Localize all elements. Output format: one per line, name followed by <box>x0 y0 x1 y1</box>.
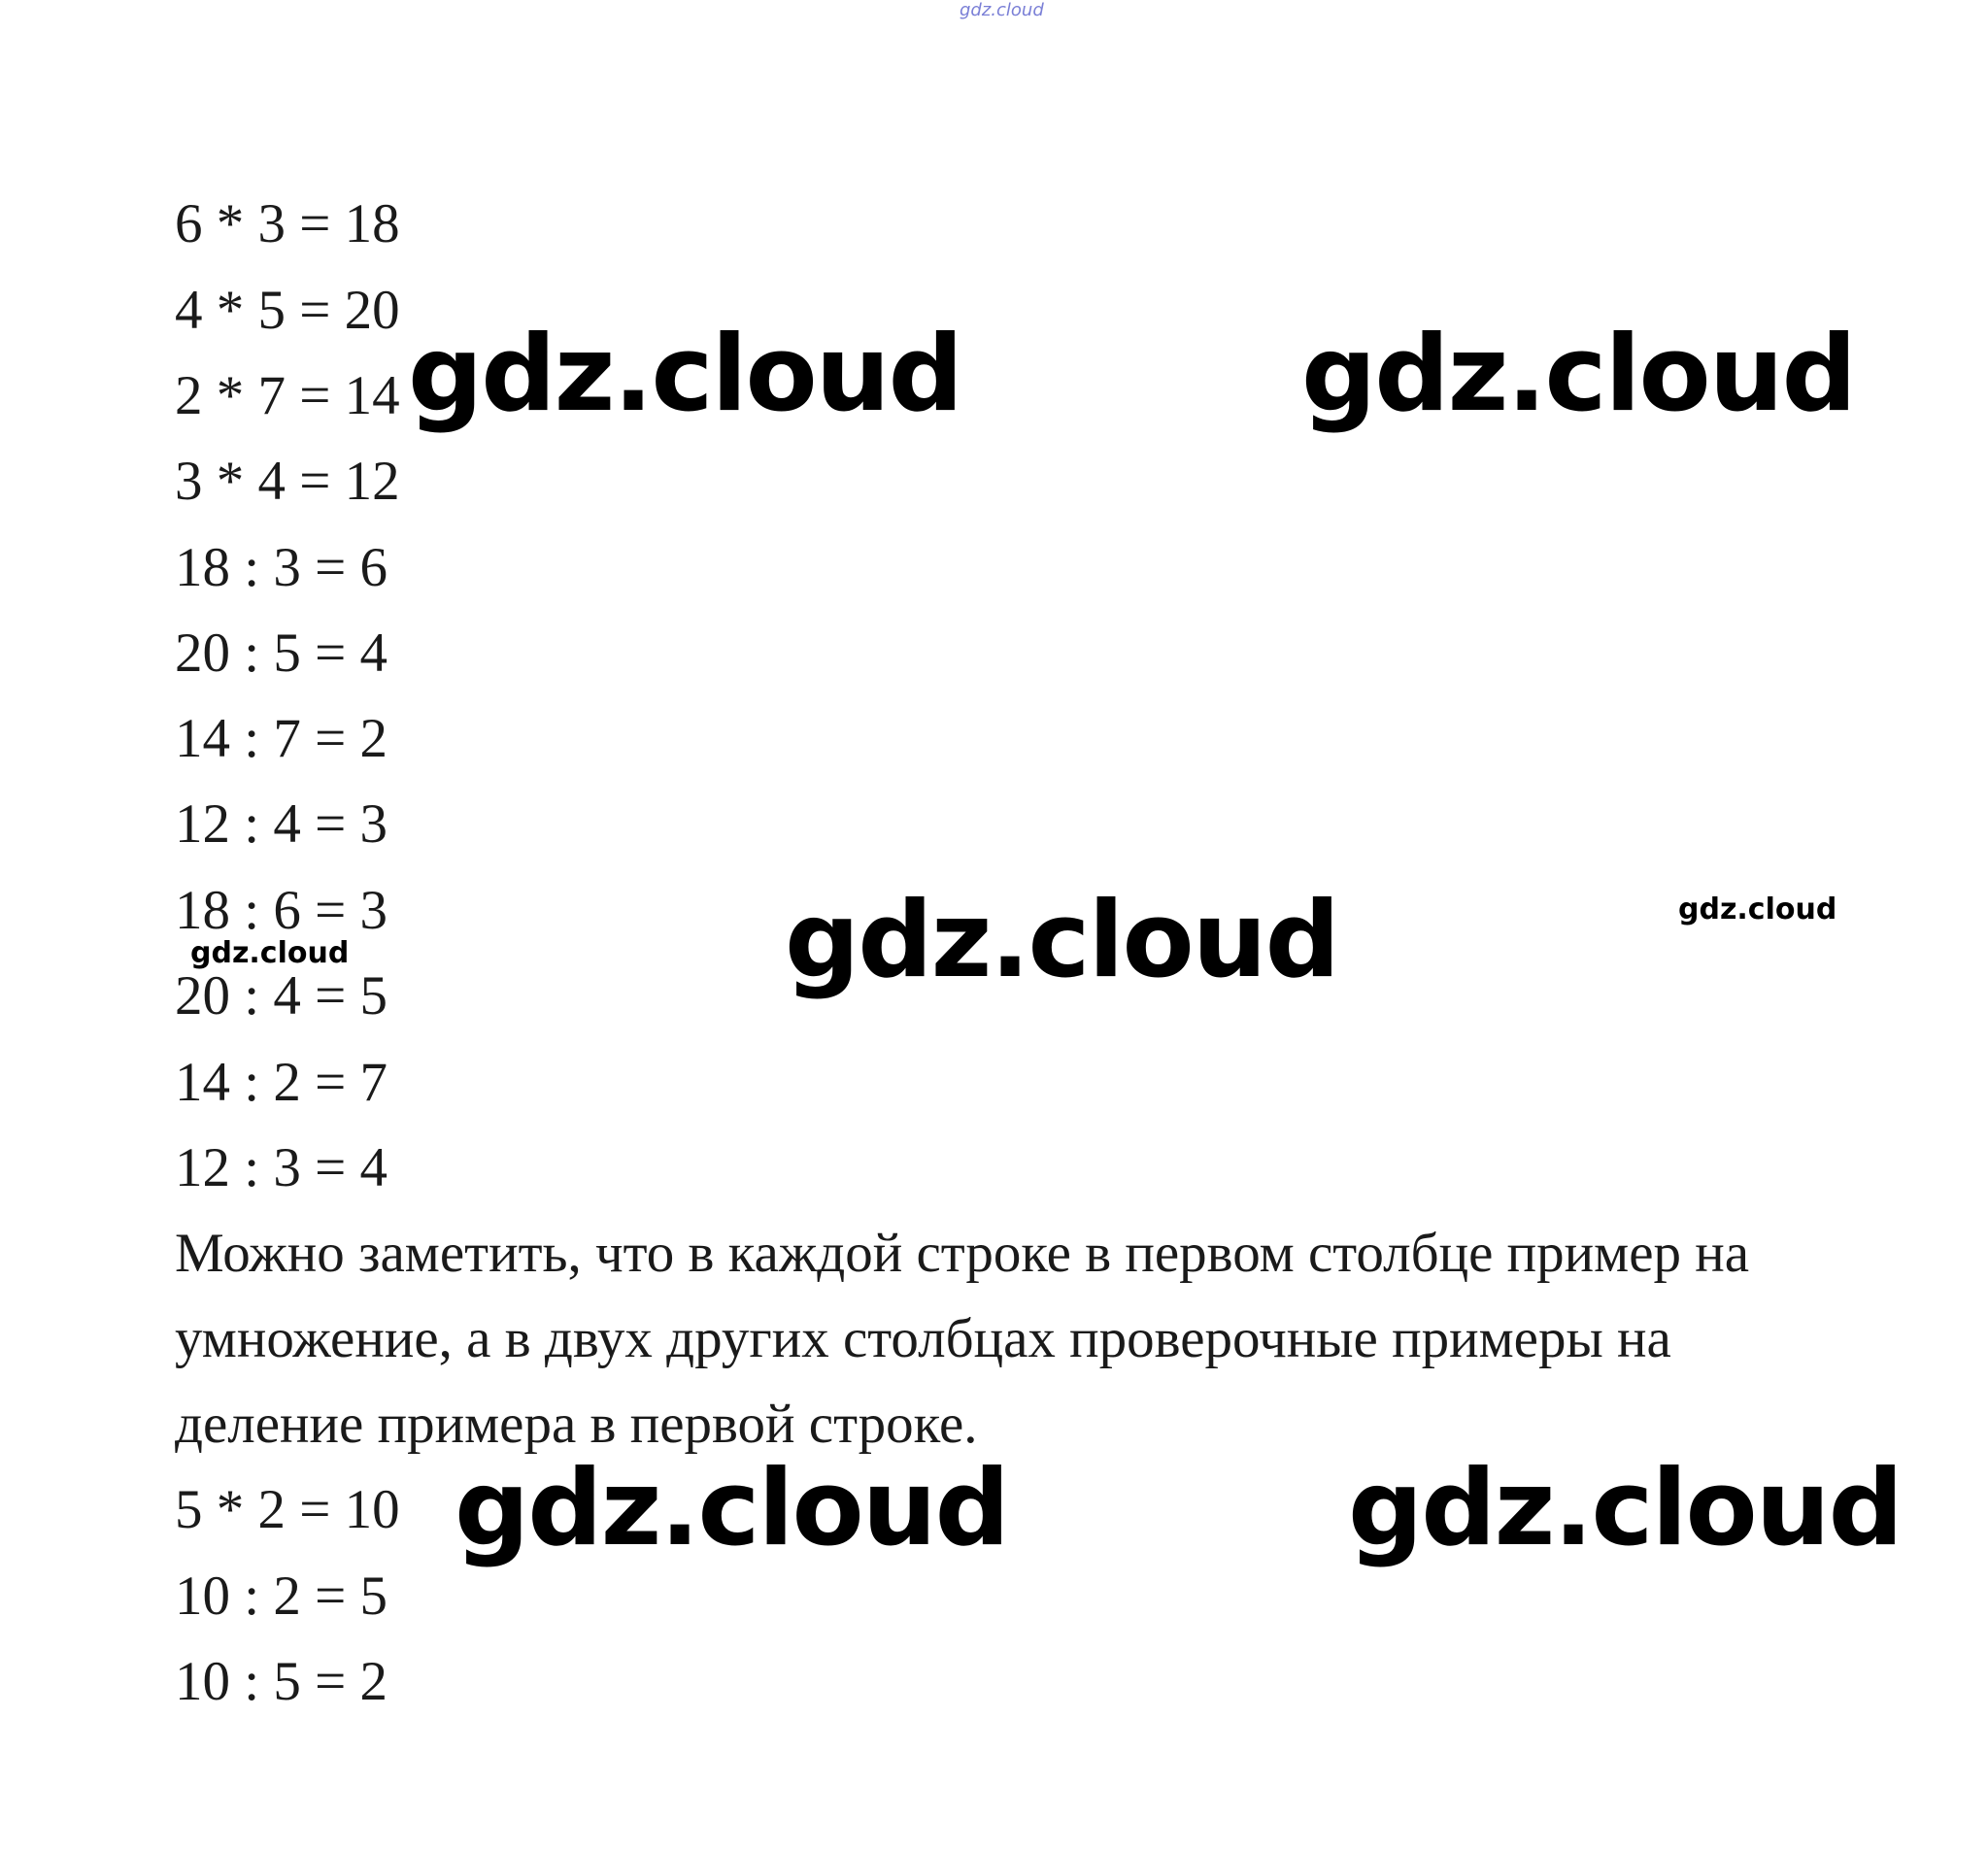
watermark-small: gdz.cloud <box>190 936 350 970</box>
equation-line: 4 * 5 = 20 <box>175 280 400 341</box>
equation-line: 5 * 2 = 10 <box>175 1479 400 1540</box>
watermark-large: gdz.cloud <box>785 880 1338 1001</box>
equation-line: 18 : 3 = 6 <box>175 537 387 598</box>
header-watermark: gdz.cloud <box>960 0 1044 20</box>
equation-line: 20 : 5 = 4 <box>175 623 387 684</box>
watermark-small: gdz.cloud <box>1678 892 1837 926</box>
equation-line: 20 : 4 = 5 <box>175 965 387 1027</box>
explanation-line: деление примера в первой строке. <box>175 1394 978 1455</box>
equation-line: 6 * 3 = 18 <box>175 193 400 254</box>
watermark-large: gdz.cloud <box>455 1448 1008 1569</box>
watermark-large: gdz.cloud <box>408 314 961 435</box>
equation-line: 10 : 5 = 2 <box>175 1651 387 1712</box>
explanation-line: умножение, а в двух других столбцах проверочные примеры на <box>175 1308 1671 1369</box>
equation-line: 18 : 6 = 3 <box>175 880 387 941</box>
equation-line: 14 : 2 = 7 <box>175 1052 387 1113</box>
explanation-line: Можно заметить, что в каждой строке в первом столбце пример на <box>175 1223 1750 1284</box>
equation-line: 12 : 4 = 3 <box>175 793 387 855</box>
watermark-large: gdz.cloud <box>1301 314 1855 435</box>
equation-line: 3 * 4 = 12 <box>175 451 400 512</box>
equation-line: 2 * 7 = 14 <box>175 365 400 426</box>
equation-line: 12 : 3 = 4 <box>175 1137 387 1198</box>
watermark-large: gdz.cloud <box>1348 1448 1902 1569</box>
equation-line: 10 : 2 = 5 <box>175 1566 387 1627</box>
equation-line: 14 : 7 = 2 <box>175 708 387 769</box>
